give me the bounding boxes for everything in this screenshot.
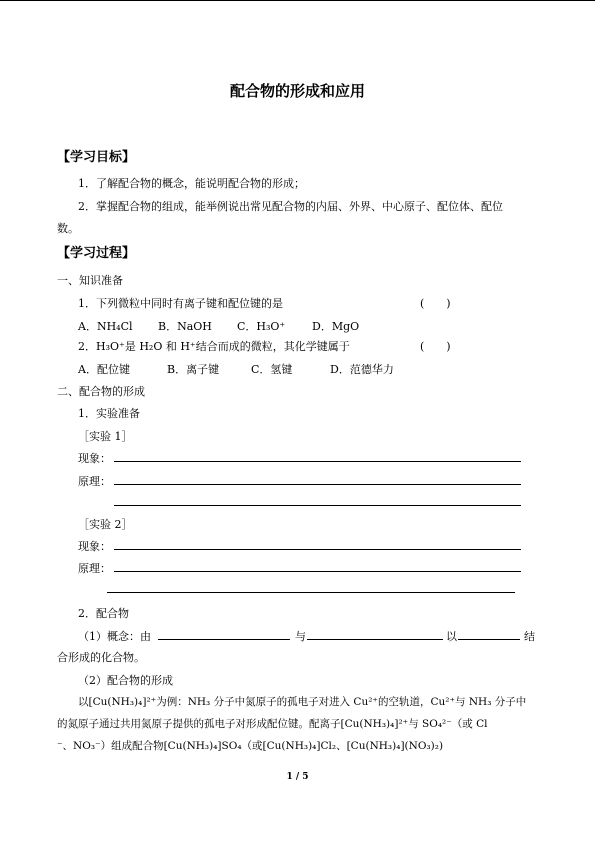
part2-sub2: 2．配合物 xyxy=(78,607,129,620)
page-number: 1 / 5 xyxy=(286,772,309,782)
exp1-phenomenon-blank[interactable] xyxy=(114,461,521,462)
header-rule xyxy=(0,0,595,1)
section-heading-goals: 【学习目标】 xyxy=(57,150,136,165)
part2-sub1: 1．实验准备 xyxy=(78,407,140,420)
exp1-principle-label: 原理： xyxy=(78,475,111,488)
goal-item-2-line2: 数。 xyxy=(57,222,79,235)
exp2-principle-label: 原理： xyxy=(78,562,111,575)
concept-and: 与 xyxy=(295,630,306,643)
section-heading-process: 【学习过程】 xyxy=(57,246,136,261)
q1-option-a: A．NH₄Cl xyxy=(78,320,133,333)
formation-para-line2: 的氮原子通过共用氮原子提供的孤电子对形成配位键。配离子[Cu(NH₃)₄]²⁺与 SO₄²⁻（或 Cl xyxy=(57,718,488,730)
experiment-1-label: ［实验 1］ xyxy=(78,430,133,443)
concept-blank-3[interactable] xyxy=(458,639,520,640)
question-2: 2．H₃O⁺是 H₂O 和 H⁺结合而成的微粒，其化学键属于 xyxy=(78,340,350,353)
concept-with: 以 xyxy=(446,630,457,643)
concept-blank-2[interactable] xyxy=(307,639,443,640)
part1-heading: 一、知识准备 xyxy=(57,274,123,287)
exp1-phenomenon-label: 现象： xyxy=(78,452,111,465)
goal-item-2-line1: 2．掌握配合物的组成，能举例说出常见配合物的内届、外界、中心原子、配位体、配位 xyxy=(78,200,503,213)
experiment-2-label: ［实验 2］ xyxy=(78,518,133,531)
q2-option-d: D．范德华力 xyxy=(330,363,394,376)
goal-item-1: 1．了解配合物的概念，能说明配合物的形成； xyxy=(78,177,305,190)
question-1: 1．下列微粒中同时有离子键和配位键的是 xyxy=(78,297,283,310)
formation-para-line1: 以[Cu(NH₃)₄]²⁺为例：NH₃ 分子中氮原子的孤电子对进入 Cu²⁺的空轨道，Cu²⁺与 NH₃ 分子中 xyxy=(78,696,527,708)
q2-option-c: C．氢键 xyxy=(251,363,293,376)
concept-end: 结 xyxy=(524,630,535,643)
exp2-phenomenon-blank[interactable] xyxy=(114,549,521,550)
question-1-answer-blank[interactable]: ( ) xyxy=(420,297,451,310)
q2-option-b: B．离子键 xyxy=(167,363,220,376)
exp1-principle-blank-2[interactable] xyxy=(114,505,521,506)
formation-heading: （2）配合物的形成 xyxy=(78,674,173,687)
concept-lead: （1）概念：由 xyxy=(78,630,151,643)
exp2-principle-blank-2[interactable] xyxy=(107,592,515,593)
q1-option-c: C．H₃O⁺ xyxy=(237,320,286,333)
concept-blank-1[interactable] xyxy=(158,639,290,640)
formation-para-line3: ⁻、NO₃⁻）组成配合物[Cu(NH₃)₄]SO₄（或[Cu(NH₃)₄]Cl₂、[Cu(NH₃)₄](NO₃)₂) xyxy=(57,740,444,752)
concept-line-2: 合形成的化合物。 xyxy=(57,651,145,664)
exp2-principle-blank-1[interactable] xyxy=(114,571,521,572)
q1-option-b: B．NaOH xyxy=(158,320,212,333)
exp2-phenomenon-label: 现象： xyxy=(78,540,111,553)
part2-heading: 二、配合物的形成 xyxy=(57,385,145,398)
q2-option-a: A．配位键 xyxy=(78,363,130,376)
question-2-answer-blank[interactable]: ( ) xyxy=(420,340,451,353)
page-title: 配合物的形成和应用 xyxy=(229,82,365,100)
q1-option-d: D．MgO xyxy=(312,320,360,333)
exp1-principle-blank-1[interactable] xyxy=(114,484,521,485)
